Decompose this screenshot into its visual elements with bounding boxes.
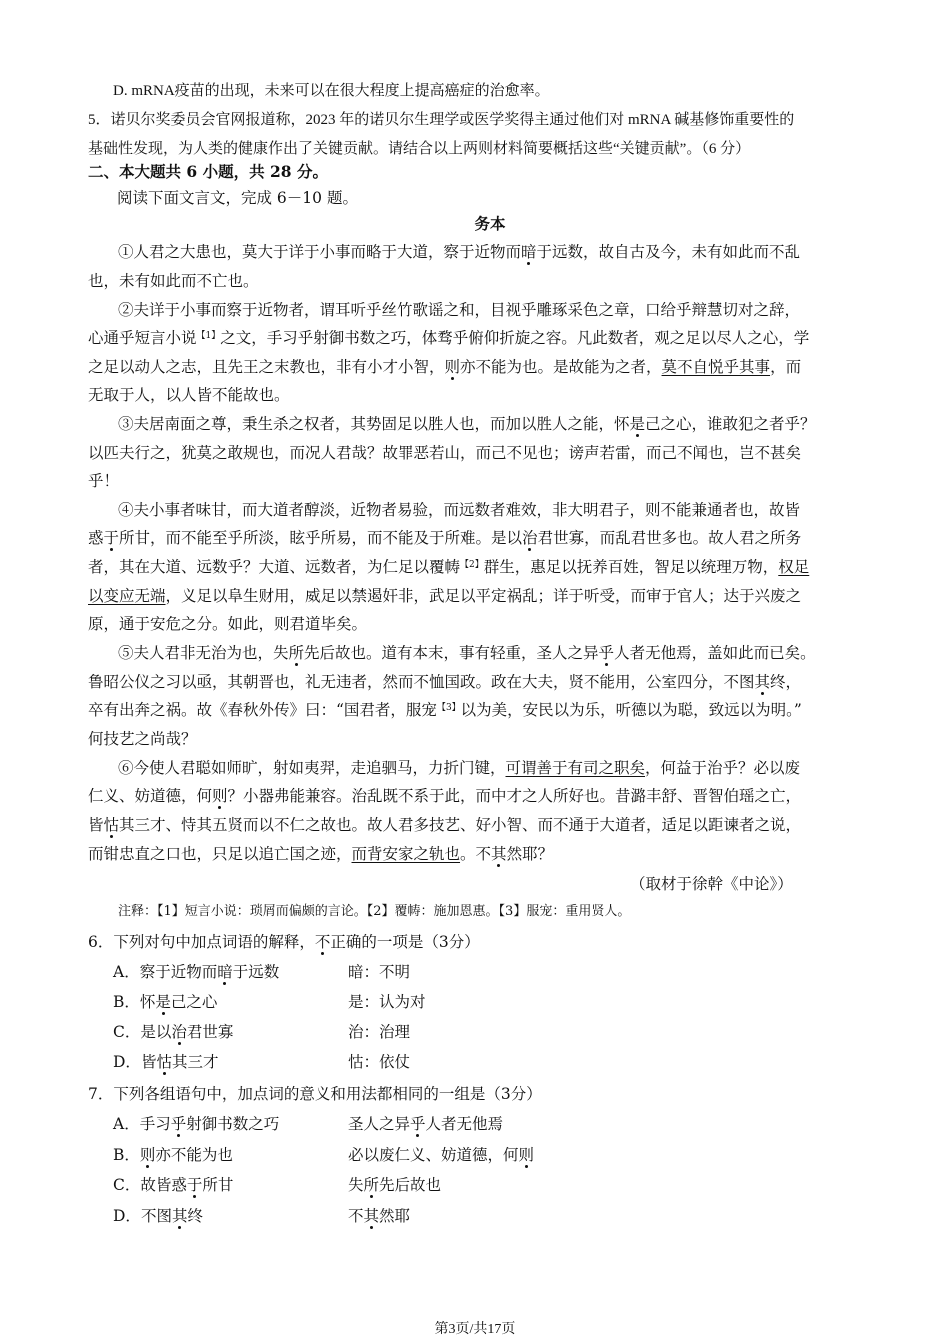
question-7-option-b: B．则亦不能为也	[113, 1146, 233, 1164]
question-6-option-d: D．皆怙其三才	[113, 1053, 219, 1071]
paragraph-6-line-4: 而钳忠直之口也，只足以追亡国之迹，而背安家之轨也。不其然耶？	[88, 845, 554, 863]
question-6-option-c-explanation: 治：治理	[348, 1023, 411, 1041]
paragraph-2-line-4: 无取于人，以人皆不能故也。	[88, 386, 290, 404]
underlined-sentence-1: 莫不自悦乎其事	[661, 358, 771, 376]
question-7-option-d-second: 不其然耶	[348, 1207, 411, 1225]
question-5-line-2: 基础性发现，为人类的健康作出了关键贡献。请结合以上两则材料简要概括这些“关键贡献”。（6 分）	[88, 141, 751, 157]
section-heading: 二、本大题共 6 小题，共 28 分。	[88, 162, 328, 181]
question-7-option-a-second: 圣人之异乎人者无他焉	[348, 1115, 504, 1133]
question-7-option-a: A．手习乎射御书数之巧	[113, 1115, 280, 1133]
paragraph-1-line-1: ①人君之大患也，莫大于详于小事而略于大道，察于近物而暗于远数，故自古及今，未有如此而不乱	[118, 243, 801, 261]
paragraph-4-line-3: 者，其在大道、远数乎？大道、远数者，为仁足以覆帱$^{【2】}$群生，惠足以抚养百姓，智足以统理万物，权足	[88, 558, 810, 576]
paragraph-4-line-5: 原，通于安危之分。如此，则君道毕矣。	[88, 615, 368, 633]
paragraph-3-line-3: 乎！	[88, 472, 120, 490]
paragraph-5-line-3: 卒有出奔之祸。故《春秋外传》曰：“国君者，服宠$^{【3】}$以为美，安民以为乐，听德以为聪，致远以为明。”	[88, 701, 802, 719]
underlined-sentence-3: 可谓善于有司之职矣	[505, 759, 646, 777]
paragraph-2-line-3: 之足以动人之志，且先王之末教也，非有小才小智，则亦不能为也。是故能为之者，莫不自悦乎其事，而	[88, 358, 802, 376]
question-7-stem: 7．下列各组语句中，加点词的意义和用法都相同的一组是（3分）	[88, 1085, 542, 1103]
paragraph-4-line-2: 惑于所甘，而不能至乎所淡，眩乎所易，而不能及于所难。是以治君世寡，而乱君世多也。故人君之所务	[88, 529, 802, 547]
paragraph-5-line-1: ⑤夫人君非无治为也，失所先后故也。道有本末，事有轻重，圣人之异乎人者无他焉，盖如此而已矣。	[118, 644, 816, 662]
question-5-line-1: 5．诺贝尔奖委员会官网报道称，2023 年的诺贝尔生理学或医学奖得主通过他们对 mRNA 碱基修饰重要性的	[88, 112, 795, 128]
question-6-option-c: C．是以治君世寡	[113, 1023, 234, 1041]
underlined-sentence-2a: 权足	[778, 558, 810, 576]
underlined-sentence-2b: 以变应无端	[88, 587, 166, 605]
paragraph-5-line-4: 何技艺之尚哉？	[88, 730, 197, 748]
question-7-option-d: D．不图其终	[113, 1207, 203, 1225]
passage-source: （取材于徐幹《中论》）	[630, 875, 793, 893]
question-7-option-c-second: 失所先后故也	[348, 1176, 442, 1194]
question-6-option-b-explanation: 是：认为对	[348, 993, 426, 1011]
paragraph-6-line-2: 仁义、妨道德，何则？小器弗能兼容。治乱既不系于此，而中才之人所好也。昔潞丰舒、晋智伯瑶之亡，	[88, 787, 802, 805]
question-6-option-b: B．怀是己之心	[113, 993, 218, 1011]
paragraph-4-line-4: 以变应无端，义足以阜生财用，威足以禁遏奸非，武足以平定祸乱；详于听受，而审于官人；达于兴废之	[88, 587, 802, 605]
paragraph-2-line-1: ②夫详于小事而察于近物者，谓耳听乎丝竹歌谣之和，目视乎雕琢采色之章，口给乎辩慧切对之辞，	[118, 301, 801, 319]
question-6-option-d-explanation: 怙：依仗	[348, 1053, 411, 1071]
paragraph-2-line-2: 心通乎短言小说$^{【1】}$之文，手习乎射御书数之巧，体骛乎俯仰折旋之容。凡此数者，观之足以尽人之心，学	[88, 329, 810, 347]
paragraph-3-line-1: ③夫居南面之尊，秉生杀之权者，其势固足以胜人也，而加以胜人之能，怀是己之心，谁敢犯之者乎？	[118, 415, 816, 433]
paragraph-6-line-3: 皆怙其三才、恃其五贤而以不仁之故也。故人君多技艺、好小智、而不通于大道者，适足以距谏者之说，	[88, 816, 802, 834]
question-6-stem: 6．下列对句中加点词语的解释，不正确的一项是（3分）	[88, 933, 480, 951]
paragraph-4-line-1: ④夫小事者味甘，而大道者醇淡，近物者易验，而远数者难效，非大明君子，则不能兼通者也，故皆	[118, 501, 801, 519]
question-7-option-c: C．故皆惑于所甘	[113, 1176, 234, 1194]
passage-notes: 注释：【1】短言小说：琐屑而偏颇的言论。【2】覆帱：施加恩惠。【3】服宠：重用贤人。	[118, 904, 631, 919]
passage-title: 务本	[474, 214, 506, 233]
section-instruction: 阅读下面文言文，完成 6－10 题。	[117, 189, 358, 207]
paragraph-5-line-2: 鲁昭公仪之习以亟，其朝晋也，礼无违者，然而不恤国政。政在大夫，贤不能用，公室四分，不图其终，	[88, 673, 802, 691]
question-6-option-a-explanation: 暗：不明	[348, 963, 411, 981]
option-d-previous: D. mRNA疫苗的出现，未来可以在很大程度上提高癌症的治愈率。	[113, 83, 550, 99]
underlined-sentence-4: 而背安家之轨也	[351, 845, 461, 863]
question-7-option-b-second: 必以废仁义、妨道德，何则	[348, 1146, 535, 1164]
paragraph-1-line-2: 也，未有如此而不亡也。	[88, 272, 259, 290]
paragraph-3-line-2: 以匹夫行之，犹莫之敢规也，而况人君哉？故罪恶若山，而己不见也；谤声若雷，而己不闻也，岂不甚矣	[88, 444, 802, 462]
page-number: 第3页/共17页	[434, 1322, 516, 1337]
question-6-option-a: A．察于近物而暗于远数	[113, 963, 280, 981]
paragraph-6-line-1: ⑥今使人君聪如师旷，射如夷羿，走追驷马，力折门键，可谓善于有司之职矣，何益于治乎？必以废	[118, 759, 801, 777]
